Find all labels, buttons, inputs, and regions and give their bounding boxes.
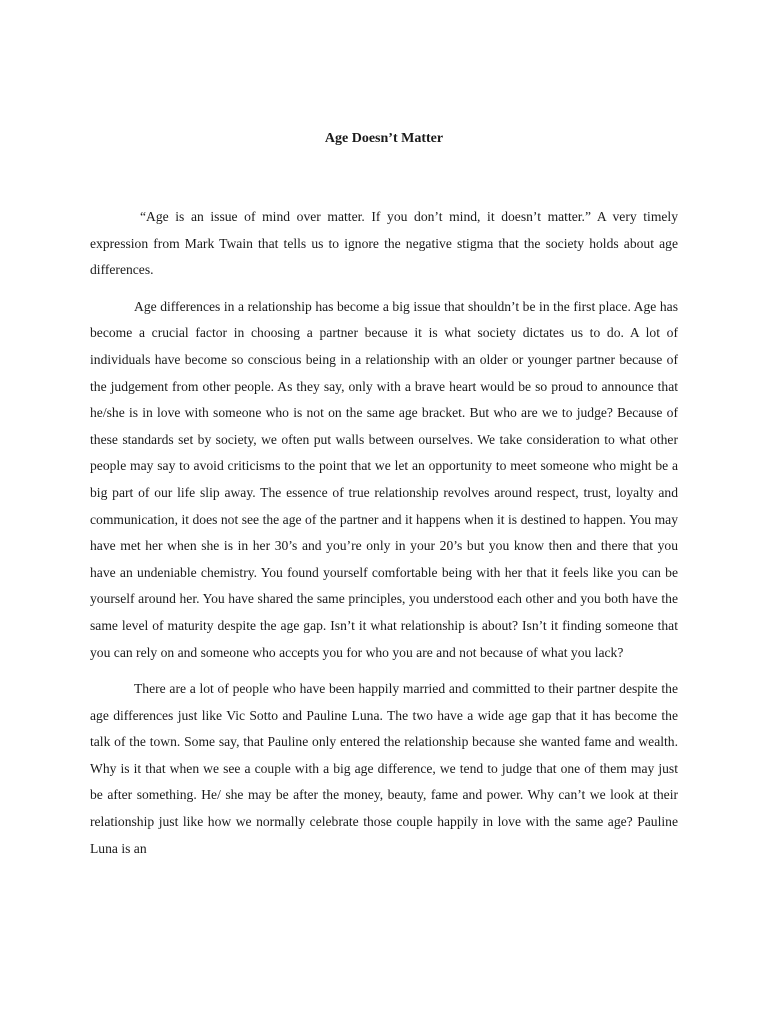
- document-body: [90, 204, 678, 872]
- document-title: Age Doesn’t Matter: [324, 131, 444, 146]
- paragraph-age-differences: Age differences in a relationship has become a big issue that shouldn’t be in the first place. Age has become a crucial factor in choosing a partner because it is what society dictates us to do. A lot of individuals have become so conscious being in a relationship with an older or younger partner because of the judgement from other people. As they say, only with a brave heart would be so proud to announce that he/she is in love with someone who is not on the same age bracket. But who are we to judge? Because of these standards set by society, we often put walls between ourselves. We take consideration to what other people may say to avoid criticisms to the point that we let an opportunity to meet someone who might be a big part of our life slip away. The essence of true relationship revolves around respect, trust, loyalty and communication, it does not see the age of the partner and it happens when it is destined to happen. You may have met her when she is in her 30’s and you’re only in your 20’s but you know then and there that you have an undeniable chemistry. You found yourself comfortable being with her that it feels like you can be yourself around her. You have shared the same principles, you understood each other and you both have the same level of maturity despite the age gap. Isn’t it what relationship is about? Isn’t it finding someone that you can rely on and someone who accepts you for who you are and not because of what you lack?: [90, 298, 678, 660]
- paragraph-married-couples: There are a lot of people who have been happily married and committed to their partner despite the age differences just like Vic Sotto and Pauline Luna. The two have a wide age gap that it has become the talk of the town. Some say, that Pauline only entered the relationship because she wanted fame and wealth. Why is it that when we see a couple with a big age difference, we tend to judge that one of them may just be after something. He/ she may be after the money, beauty, fame and power. Why can’t we look at their relationship just like how we normally celebrate those couple happily in love with the same age? Pauline Luna is an: [90, 681, 678, 856]
- paragraph-intro: “Age is an issue of mind over matter. If you don’t mind, it doesn’t matter.” A very timely expression from Mark Twain that tells us to ignore the negative stigma that the society holds about age differences.: [90, 209, 678, 278]
